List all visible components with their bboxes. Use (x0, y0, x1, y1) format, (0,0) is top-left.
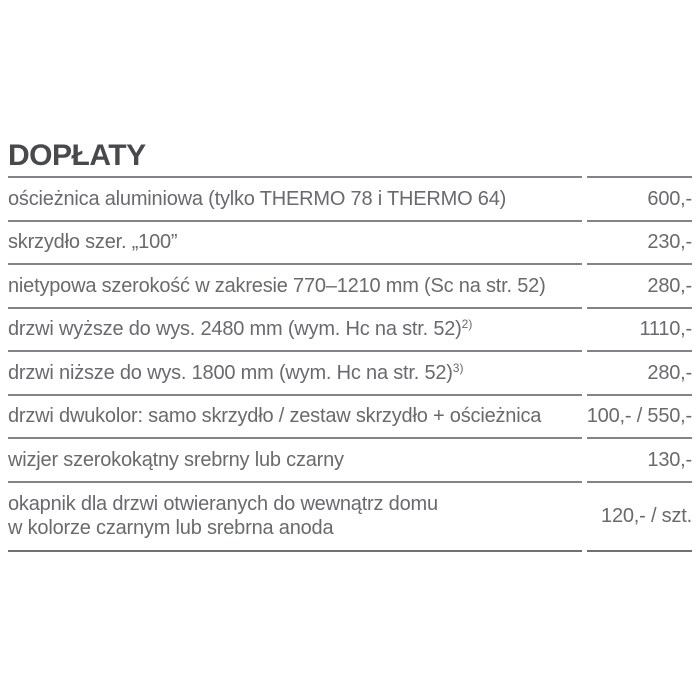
row-label-text: drzwi wyższe do wys. 2480 mm (wym. Hc na str. 52)$^{2)}$ (8, 317, 473, 341)
row-label (8, 483, 582, 553)
row-label (8, 309, 582, 353)
table-row (8, 396, 692, 440)
surcharges-table (8, 176, 692, 552)
table-row (8, 222, 692, 266)
row-price: 130,- (587, 439, 692, 483)
table-row (8, 439, 692, 483)
table-row (8, 309, 692, 353)
row-label (8, 265, 582, 309)
row-label (8, 222, 582, 266)
table-row (8, 178, 692, 222)
row-label-text: okapnik dla drzwi otwieranych do wewnątrz domu (8, 493, 438, 516)
row-label-text-line2: w kolorze czarnym lub srebrna anoda (8, 517, 334, 540)
row-label-text: wizjer szerokokątny srebrny lub czarny (8, 448, 344, 471)
row-price: 120,- / szt. (587, 483, 692, 553)
row-label (8, 439, 582, 483)
table-row (8, 483, 692, 553)
page-title: DOPŁATY (8, 139, 146, 172)
row-price: 1110,- (587, 309, 692, 353)
row-price: 230,- (587, 222, 692, 266)
footnote-marker: 2) (461, 317, 473, 332)
row-price: 600,- (587, 178, 692, 222)
row-label-text: drzwi niższe do wys. 1800 mm (wym. Hc na str. 52)$^{3)}$ (8, 360, 464, 384)
row-label-text: skrzydło szer. „100” (8, 231, 178, 254)
row-price: 280,- (587, 265, 692, 309)
row-price: 280,- (587, 352, 692, 396)
table-row (8, 265, 692, 309)
table-row (8, 352, 692, 396)
row-label-text: nietypowa szerokość w zakresie 770–1210 mm (Sc na str. 52) (8, 274, 546, 297)
row-label (8, 396, 582, 440)
row-label (8, 352, 582, 396)
row-price: 100,- / 550,- (587, 396, 692, 440)
surcharges-section (8, 141, 692, 552)
row-label-text: ościeżnica aluminiowa (tylko THERMO 78 i THERMO 64) (8, 187, 507, 210)
row-label (8, 178, 582, 222)
footnote-marker: 3) (452, 360, 464, 375)
row-label-text: drzwi dwukolor: samo skrzydło / zestaw skrzydło + ościeżnica (8, 405, 542, 428)
